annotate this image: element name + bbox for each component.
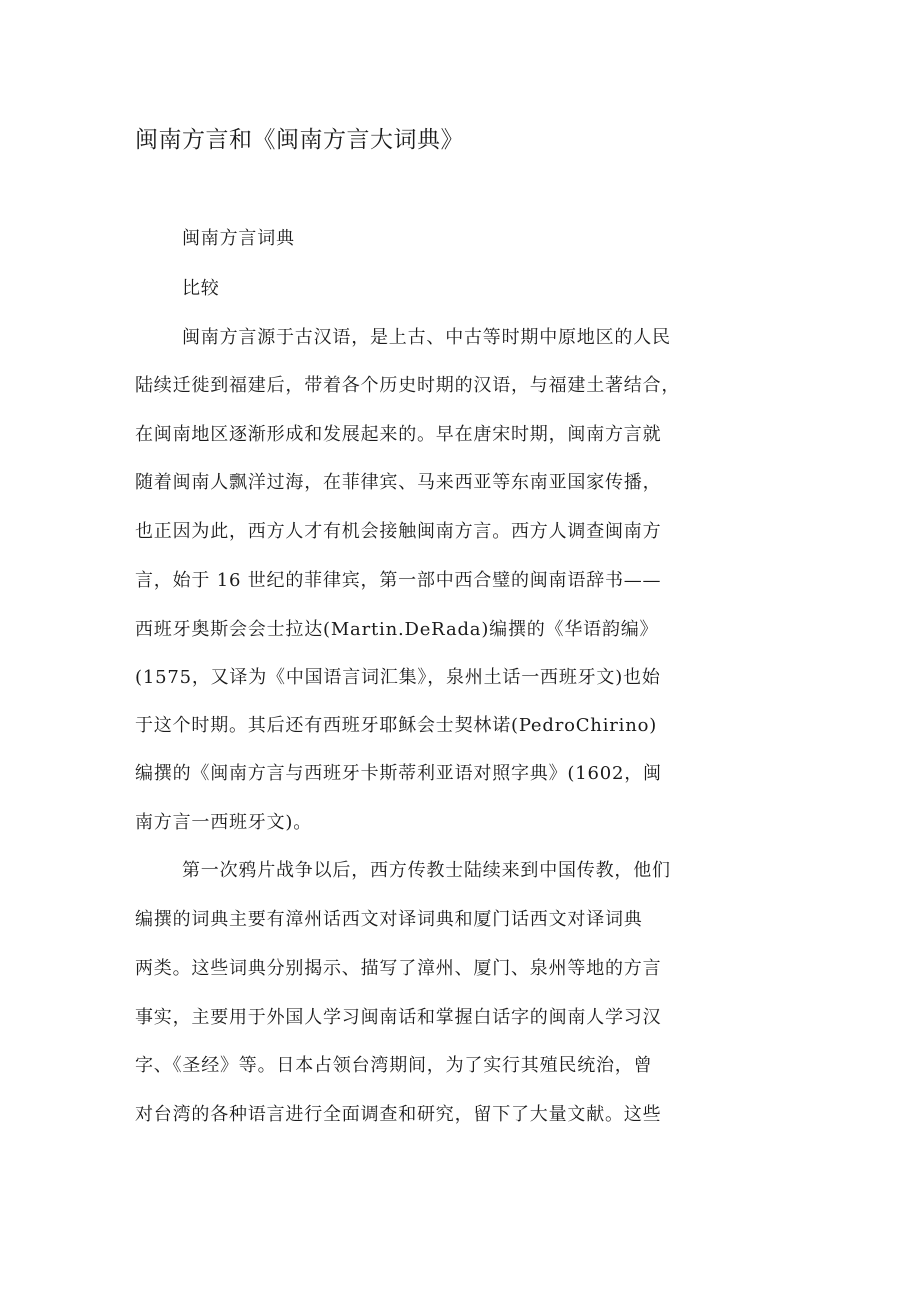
subheading-dictionary: 闽南方言词典: [182, 228, 295, 249]
subheading-comparison: 比较: [182, 278, 220, 299]
paragraph-2-line: 第一次鸦片战争以后，西方传教士陆续来到中国传教，他们: [182, 860, 671, 881]
paragraph-1-line: 在闽南地区逐渐形成和发展起来的。早在唐宋时期，闽南方言就: [135, 424, 662, 445]
paragraph-2-line: 字、《圣经》等。日本占领台湾期间，为了实行其殖民统治，曾: [135, 1055, 653, 1076]
paragraph-1-line: 也正因为此，西方人才有机会接触闽南方言。西方人调查闽南方: [135, 521, 662, 542]
paragraph-2-line: 两类。这些词典分别揭示、描写了漳州、厦门、泉州等地的方言: [135, 958, 662, 979]
paragraph-1-line: 言，始于 16 世纪的菲律宾，第一部中西合璧的闽南语辞书——: [135, 570, 662, 591]
paragraph-2-line: 编撰的词典主要有漳州话西文对译词典和厦门话西文对译词典: [135, 909, 643, 930]
paragraph-1-line: 编撰的《闽南方言与西班牙卡斯蒂利亚语对照字典》(1602，闽: [135, 763, 662, 784]
paragraph-1-line: 陆续迁徙到福建后，带着各个历史时期的汉语，与福建土著结合，: [135, 375, 681, 396]
paragraph-1-line: 闽南方言源于古汉语，是上古、中古等时期中原地区的人民: [182, 327, 671, 348]
paragraph-1-line: 于这个时期。其后还有西班牙耶稣会士契林诺(PedroChirino): [135, 715, 658, 736]
paragraph-1-line: 随着闽南人飘洋过海，在菲律宾、马来西亚等东南亚国家传播，: [135, 472, 662, 493]
paragraph-1-line: 西班牙奥斯会会士拉达(Martin.DeRada)编撰的《华语韵编》: [135, 619, 659, 640]
document-title: 闽南方言和《闽南方言大词典》: [135, 127, 464, 153]
paragraph-2-line: 事实，主要用于外国人学习闽南话和掌握白话字的闽南人学习汉: [135, 1007, 662, 1028]
paragraph-2-line: 对台湾的各种语言进行全面调查和研究，留下了大量文献。这些: [135, 1104, 662, 1125]
paragraph-1-line: 南方言一西班牙文)。: [135, 812, 313, 833]
paragraph-1-line: (1575，又译为《中国语言词汇集》，泉州土话一西班牙文)也始: [135, 667, 661, 688]
